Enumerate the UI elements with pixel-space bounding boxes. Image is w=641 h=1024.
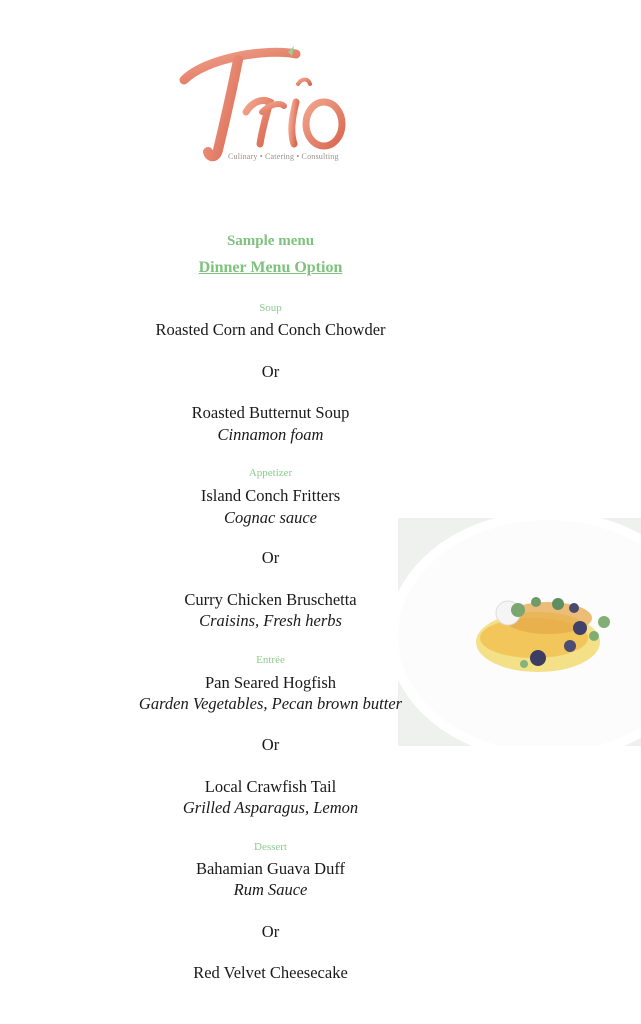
section-appetizer-label: Appetizer: [248, 467, 293, 479]
soup-or: Or: [261, 362, 280, 381]
entree-or: Or: [261, 735, 280, 754]
dinner-menu-option-title: Dinner Menu Option: [198, 259, 343, 276]
entree-choice-1-desc: Garden Vegetables, Pecan brown butter: [138, 694, 403, 713]
dessert-choice-1-desc: Rum Sauce: [233, 880, 308, 899]
section-dessert-label: Dessert: [254, 841, 287, 853]
appetizer-choice-2-desc: Craisins, Fresh herbs: [199, 611, 342, 630]
entree-choice-1: Pan Seared Hogfish: [204, 673, 337, 692]
entree-choice-2-desc: Grilled Asparagus, Lemon: [182, 798, 359, 817]
appetizer-or: Or: [261, 548, 280, 567]
appetizer-choice-2: Curry Chicken Bruschetta: [184, 590, 357, 609]
dessert-choice-1: Bahamian Guava Duff: [195, 859, 346, 878]
sample-menu-label: Sample menu: [226, 233, 315, 249]
appetizer-choice-1: Island Conch Fritters: [200, 486, 341, 505]
appetizer-choice-1-desc: Cognac sauce: [223, 508, 318, 527]
entree-choice-2: Local Crawfish Tail: [204, 777, 337, 796]
soup-choice-2-desc: Cinnamon foam: [217, 425, 324, 444]
section-soup-label: Soup: [259, 302, 282, 314]
logo-tagline: Culinary • Catering • Consulting: [228, 152, 339, 161]
soup-choice-2: Roasted Butternut Soup: [191, 403, 350, 422]
dessert-choice-2: Red Velvet Cheesecake: [193, 963, 348, 982]
section-entree-label: Entrée: [256, 654, 285, 666]
soup-choice-1: Roasted Corn and Conch Chowder: [155, 320, 386, 339]
dessert-or: Or: [261, 922, 280, 941]
